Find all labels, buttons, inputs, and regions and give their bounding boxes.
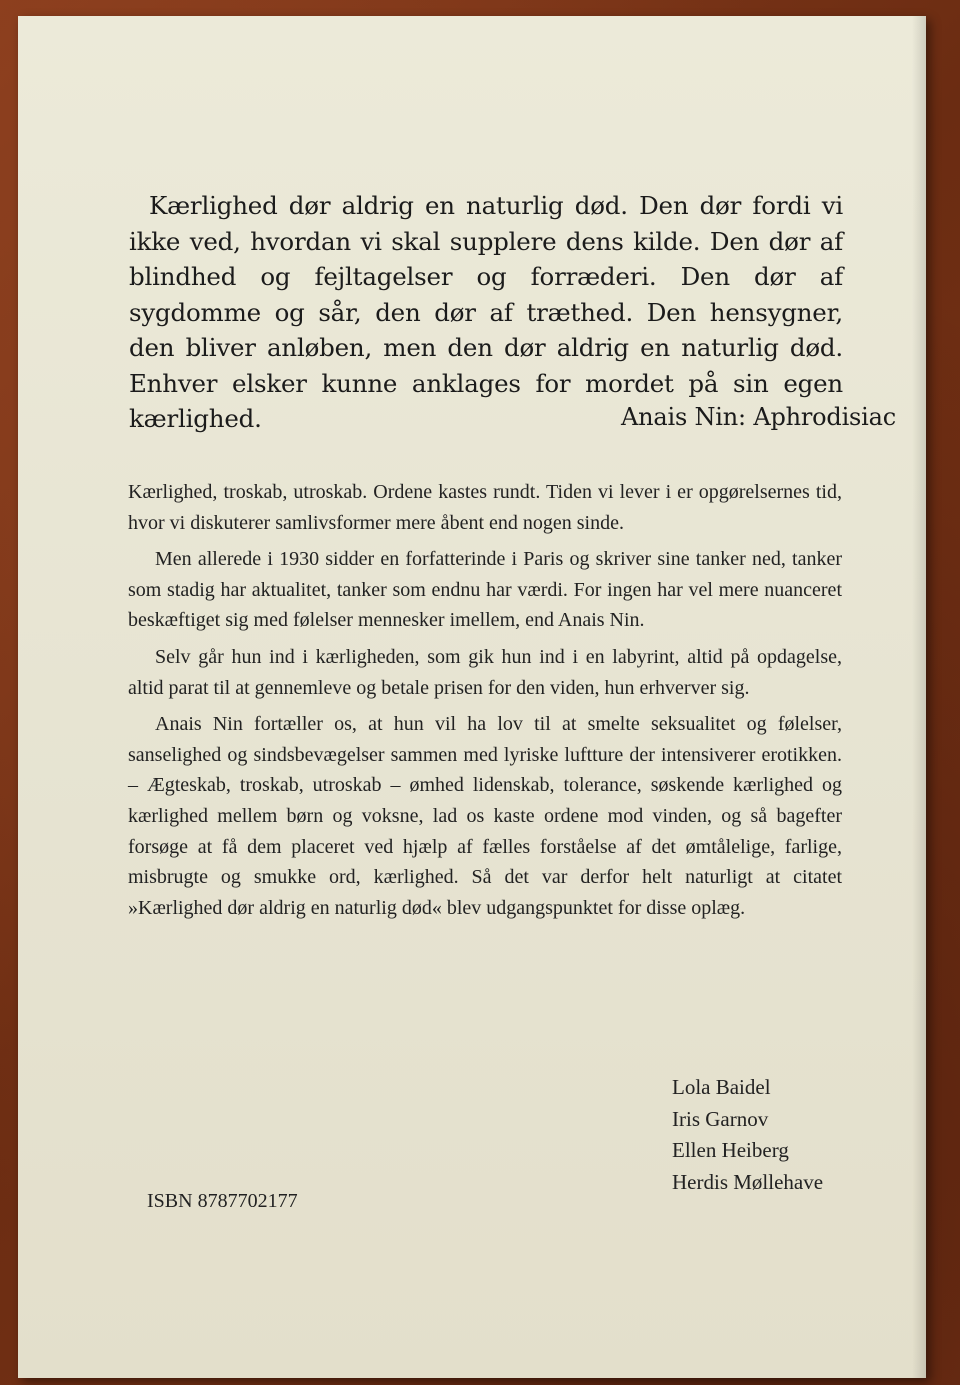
author-name: Iris Garnov bbox=[672, 1106, 769, 1131]
cover-edge-shadow bbox=[912, 16, 926, 1378]
blurb-paragraph: Anais Nin fortæller os, at hun vil ha lov til at smelte seksualitet og følelser, sanselighed og sindsbevægelser sammen med lyriske luftture der intensiverer erotikken. – Ægteskab, troskab, utroskab – ømhed lidenskab, tolerance, søskende kærlighed og kærlighed mellem børn og voksne, lad os kaste ordene mod vinden, og så bagefter forsøge at få dem placeret ved hjælp af fælles forståelse af det ømtålelige, farlige, misbrugte og smukke ord, kærlighed. Så det var derfor helt naturligt at citatet »Kærlighed dør aldrig en naturlig død« blev udgangspunktet for disse oplæg. bbox=[128, 713, 842, 919]
author-name: Lola Baidel bbox=[672, 1075, 771, 1099]
epigraph-text: Kærlighed dør aldrig en naturlig død. Den dør fordi vi ikke ved, hvordan vi skal supplere dens kilde. Den dør af blindhed og fejltagelser og forræderi. Den dør af sygdomme og sår, den dør af træthed. Den hensygner, den bliver anløben, men den dør aldrig en naturlig død. Enhver elsker kunne anklages for mordet på sin egen kærlighed. bbox=[129, 191, 843, 433]
author-name: Ellen Heiberg bbox=[672, 1138, 789, 1162]
author-list bbox=[672, 1072, 823, 1198]
isbn-number: ISBN 8787702177 bbox=[147, 1190, 298, 1212]
blurb-paragraph: Kærlighed, troskab, utroskab. Ordene kastes rundt. Tiden vi lever i er opgørelsernes tid, hvor vi diskuterer samlivsformer mere åbent end nogen sinde. bbox=[128, 481, 842, 534]
blurb-paragraph: Selv går hun ind i kærligheden, som gik hun ind i en labyrint, altid på opdagelse, altid parat til at gennemleve og betale prisen for den viden, hun erhverver sig. bbox=[128, 645, 842, 699]
author-name: Herdis Møllehave bbox=[672, 1169, 824, 1194]
epigraph-attribution: Anais Nin: Aphrodisiac bbox=[620, 403, 896, 431]
blurb-paragraph: Men allerede i 1930 sidder en forfatterinde i Paris og skriver sine tanker ned, tanker som stadig har aktualitet, tanker som endnu har værdi. For ingen har vel mere nuanceret beskæftiget sig med følelser mennesker imellem, end Anais Nin. bbox=[128, 548, 842, 632]
blurb-text bbox=[128, 477, 842, 929]
